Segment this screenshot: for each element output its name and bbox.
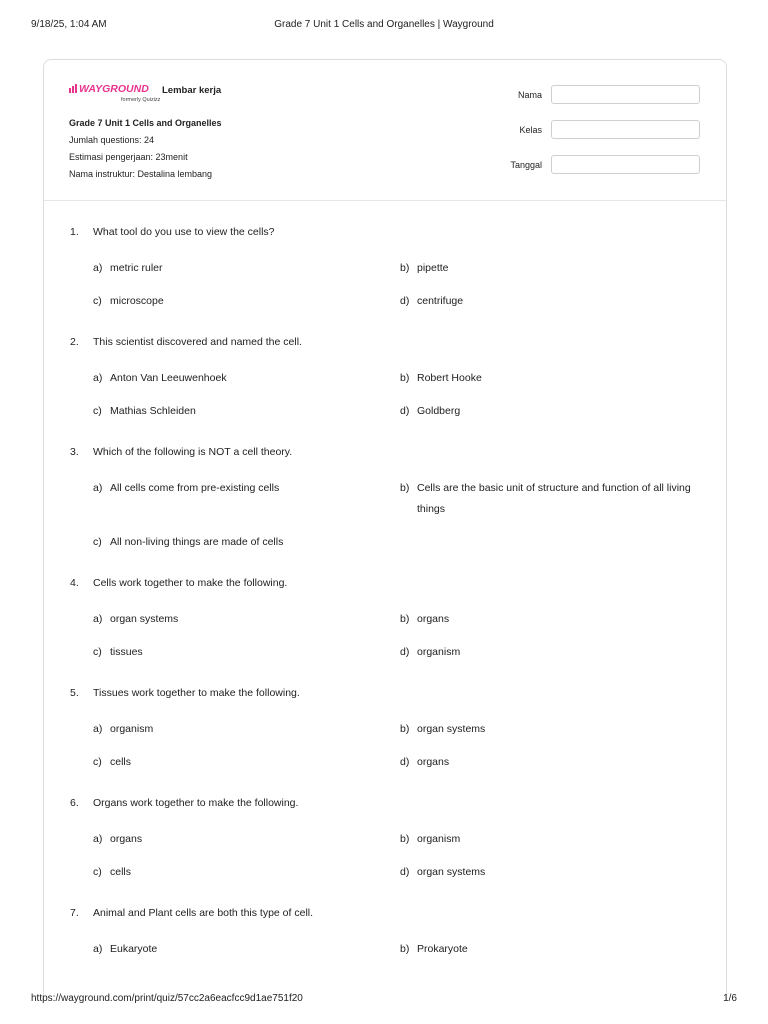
class-field[interactable] [551,120,700,139]
option-letter: a) [93,372,103,384]
question-2 [70,334,710,422]
answer-option [93,939,400,960]
class-field-row [480,120,700,141]
option-letter: d) [400,866,410,878]
wayground-logo [69,81,159,103]
option-text: organ systems [110,613,179,625]
question-text: What tool do you use to view the cells? [93,226,275,238]
question-text: Organs work together to make the following. [93,797,299,809]
logo-subtext: formerly Quizizz [121,97,161,103]
answer-option [93,478,400,520]
option-letter: b) [400,723,410,735]
question-number: 7. [70,907,79,919]
question-number: 4. [70,577,79,589]
option-letter: c) [93,295,102,307]
answer-option [400,642,700,663]
option-text: pipette [417,262,449,274]
option-text: cells [110,866,132,878]
option-letter: d) [400,756,410,768]
option-letter: c) [93,866,102,878]
answer-option [400,719,700,740]
option-letter: d) [400,646,410,658]
answer-option [400,939,700,960]
option-text: organism [417,646,461,658]
option-letter: b) [400,262,410,274]
option-letter: c) [93,646,102,658]
option-letter: c) [93,536,102,548]
question-4 [70,575,710,663]
date-field-row [480,155,700,176]
answer-option [93,752,400,773]
option-text: Eukaryote [110,943,158,955]
answer-option [400,368,700,389]
option-letter: b) [400,833,410,845]
student-info-fields [480,85,700,190]
estimated-duration: Estimasi pengerjaan: 23menit [69,152,188,162]
option-text: centrifuge [417,295,464,307]
question-number: 5. [70,687,79,699]
question-number: 2. [70,336,79,348]
option-letter: a) [93,723,103,735]
answer-options [70,368,710,422]
question-count: Jumlah questions: 24 [69,135,155,145]
question-number: 3. [70,446,79,458]
quiz-title: Grade 7 Unit 1 Cells and Organelles [69,118,222,128]
option-letter: d) [400,405,410,417]
answer-options [70,258,710,312]
option-text: Prokaryote [417,943,468,955]
option-letter: b) [400,613,410,625]
answer-options [70,939,710,960]
option-text: organ systems [417,723,486,735]
option-text: Cells are the basic unit of structure and function of all living things [417,482,691,515]
answer-option [400,829,700,850]
option-letter: c) [93,405,102,417]
answer-option [93,829,400,850]
option-text: Goldberg [417,405,461,417]
question-1 [70,224,710,312]
question-text: Which of the following is NOT a cell theory. [93,446,293,458]
option-letter: d) [400,295,410,307]
answer-option [400,478,700,520]
answer-option [400,752,700,773]
answer-option [93,368,400,389]
option-letter: b) [400,943,410,955]
worksheet-sheet [43,59,727,1000]
answer-option [93,532,400,553]
question-list [70,224,710,982]
answer-option [93,291,400,312]
option-text: metric ruler [110,262,163,274]
answer-option [93,719,400,740]
page-number: 1/6 [723,993,737,1004]
option-letter: a) [93,262,103,274]
question-7 [70,905,710,960]
option-letter: c) [93,756,102,768]
option-text: organs [417,756,450,768]
option-text: cells [110,756,132,768]
question-3 [70,444,710,553]
option-text: organ systems [417,866,486,878]
answer-option [93,642,400,663]
name-field[interactable] [551,85,700,104]
instructor-name: Nama instruktur: Destalina lembang [69,169,213,179]
answer-option [400,609,700,630]
question-text: This scientist discovered and named the cell. [93,336,302,348]
answer-options [70,829,710,883]
print-page-title: Grade 7 Unit 1 Cells and Organelles | Wayground [274,19,494,30]
worksheet-header [44,60,726,201]
question-number: 6. [70,797,79,809]
answer-option [93,401,400,422]
answer-options [70,719,710,773]
worksheet-meta [69,115,222,183]
option-text: organs [417,613,450,625]
answer-option [400,401,700,422]
option-text: Anton Van Leeuwenhoek [110,372,227,384]
name-field-row [480,85,700,106]
answer-option [93,609,400,630]
question-number: 1. [70,226,79,238]
option-text: Robert Hooke [417,372,482,384]
option-text: All cells come from pre-existing cells [110,482,280,494]
option-letter: a) [93,613,103,625]
print-datetime: 9/18/25, 1:04 AM [31,19,107,30]
answer-option [93,862,400,883]
name-field-label: Nama [517,90,542,100]
option-letter: a) [93,943,103,955]
option-letter: a) [93,833,103,845]
option-text: Mathias Schleiden [110,405,196,417]
option-text: organism [417,833,461,845]
answer-options [70,478,710,553]
option-letter: a) [93,482,103,494]
question-5 [70,685,710,773]
option-text: microscope [110,295,164,307]
option-text: organs [110,833,143,845]
option-text: All non-living things are made of cells [110,536,284,548]
date-field[interactable] [551,155,700,174]
option-text: organism [110,723,154,735]
logo-wordmark: WAYGROUND [79,83,149,95]
question-text: Cells work together to make the following. [93,577,288,589]
answer-option [400,862,700,883]
option-text: tissues [110,646,143,658]
answer-options [70,609,710,663]
question-6 [70,795,710,883]
answer-option [400,291,700,312]
question-text: Animal and Plant cells are both this type of cell. [93,907,314,919]
worksheet-type-label: Lembar kerja [162,85,222,96]
print-url: https://wayground.com/print/quiz/57cc2a6eacfcc9d1ae751f20 [31,993,303,1004]
class-field-label: Kelas [519,125,542,135]
answer-option [93,258,400,279]
option-letter: b) [400,482,410,494]
question-text: Tissues work together to make the following. [93,687,300,699]
answer-option [400,258,700,279]
option-letter: b) [400,372,410,384]
date-field-label: Tanggal [510,160,542,170]
